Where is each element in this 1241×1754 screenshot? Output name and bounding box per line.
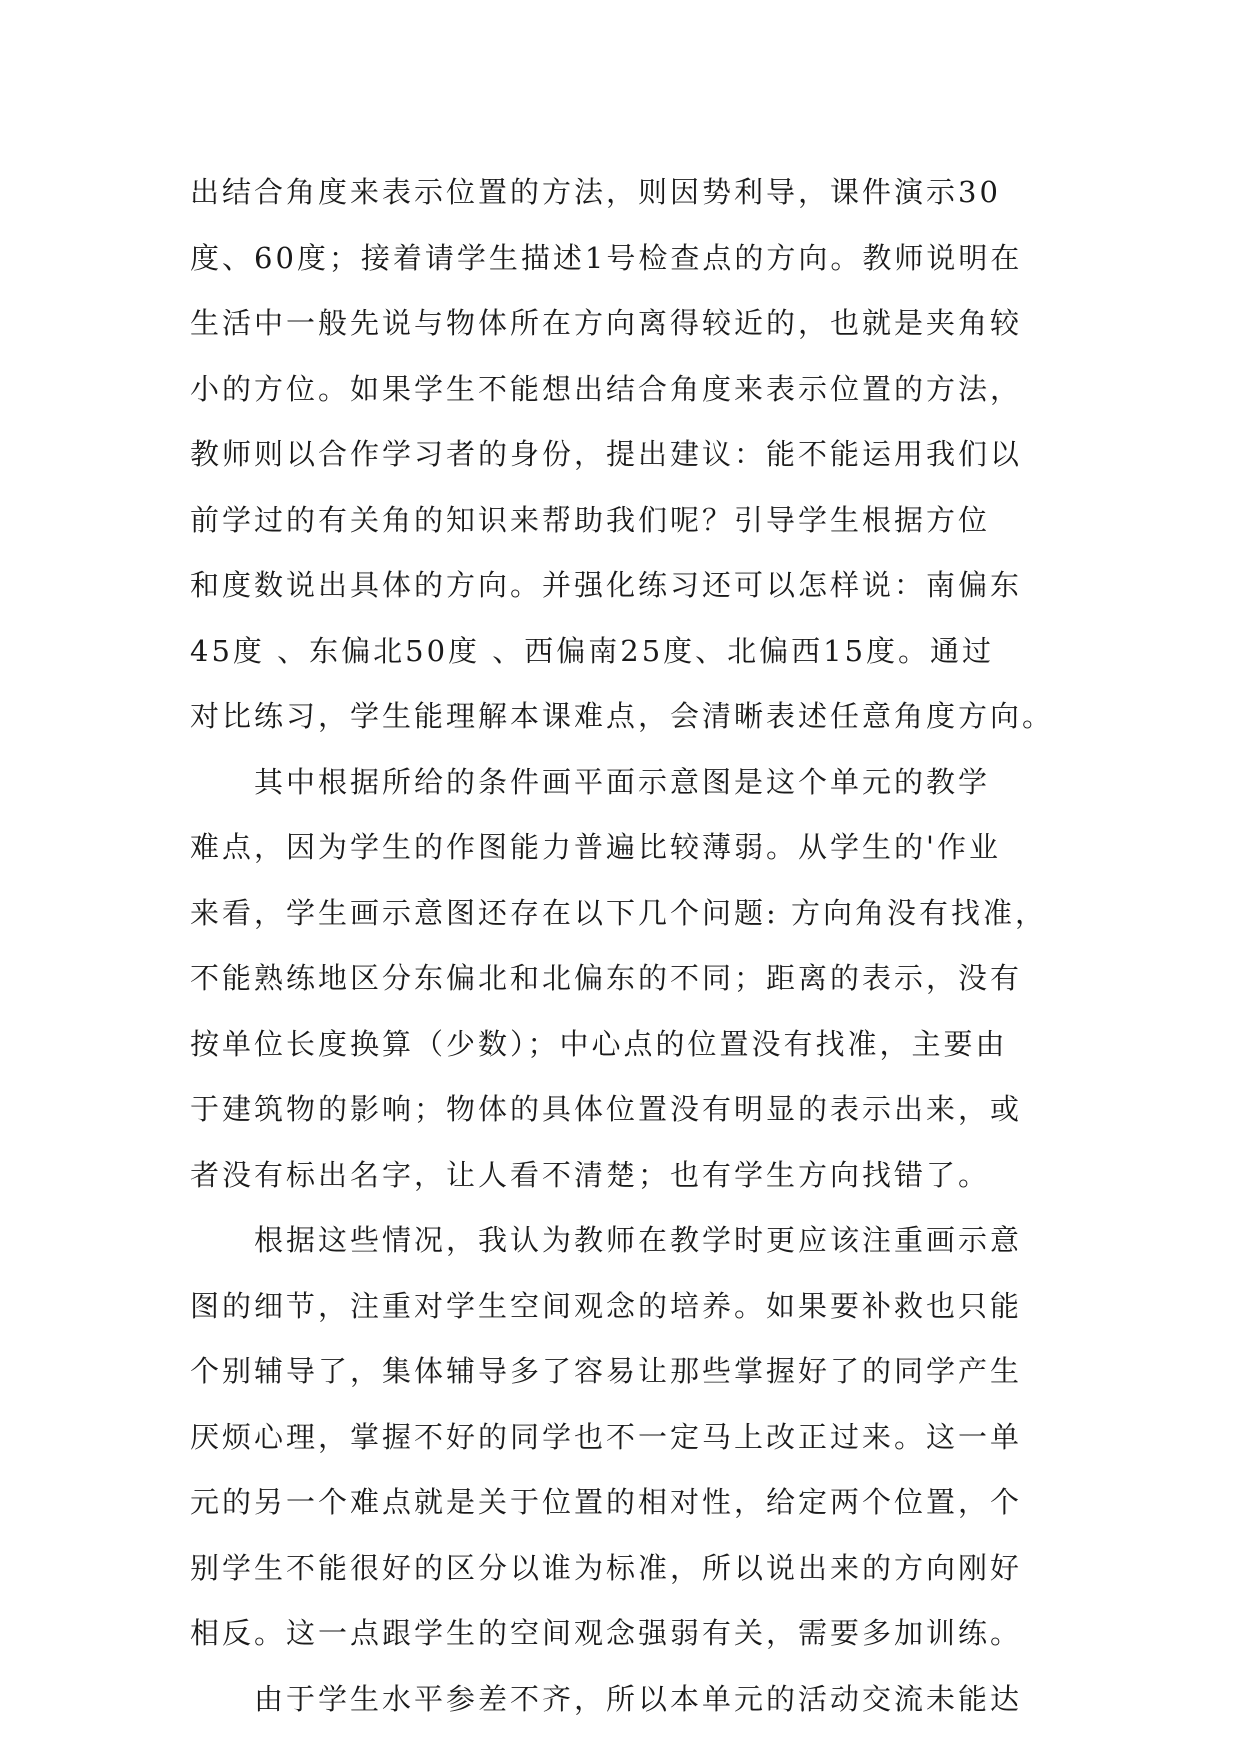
document-body [190,160,1070,1732]
text-line: 生活中一般先说与物体所在方向离得较近的，也就是夹角较 [190,306,1023,340]
text-line: 图的细节，注重对学生空间观念的培养。如果要补救也只能 [190,1288,1023,1323]
text-line: 教师则以合作学习者的身份，提出建议：能不能运用我们以 [190,437,1023,471]
text-line: 元的另一个难点就是关于位置的相对性，给定两个位置，个 [190,1485,1023,1519]
text-line: 别学生不能很好的区分以谁为标准，所以说出来的方向刚好 [190,1550,1023,1585]
text-line: 个别辅导了，集体辅导多了容易让那些掌握好了的同学产生 [190,1354,1023,1388]
text-line: 度、60度；接着请学生描述1号检查点的方向。教师说明在 [190,240,1023,275]
text-line: 对比练习，学生能理解本课难点，会清晰表述任意角度方向。 [190,699,1055,733]
paragraph-first-line: 由于学生水平参差不齐，所以本单元的活动交流未能达 [254,1681,1023,1716]
text-line: 前学过的有关角的知识来帮助我们呢？引导学生根据方位 [190,502,991,537]
text-line: 难点，因为学生的作图能力普遍比较薄弱。从学生的'作业 [190,830,1001,864]
text-line: 和度数说出具体的方向。并强化练习还可以怎样说：南偏东 [190,568,1023,602]
text-line: 厌烦心理，掌握不好的同学也不一定马上改正过来。这一单 [190,1419,1023,1454]
text-line: 45度 、东偏北50度 、西偏南25度、北偏西15度。通过 [190,633,995,668]
text-line: 于建筑物的影响；物体的具体位置没有明显的表示出来，或 [190,1092,1023,1126]
text-line: 相反。这一点跟学生的空间观念强弱有关，需要多加训练。 [190,1616,1023,1650]
paragraph-first-line: 根据这些情况，我认为教师在教学时更应该注重画示意 [254,1223,1023,1257]
text-line: 按单位长度换算（少数）；中心点的位置没有找准，主要由 [190,1026,1008,1061]
text-line: 不能熟练地区分东偏北和北偏东的不同；距离的表示，没有 [190,961,1023,995]
paragraph-first-line: 其中根据所给的条件画平面示意图是这个单元的教学 [254,764,991,799]
text-line: 来看，学生画示意图还存在以下几个问题: 方向角没有找准， [190,895,1047,930]
text-line: 小的方位。如果学生不能想出结合角度来表示位置的方法， [190,371,1023,406]
text-line: 者没有标出名字，让人看不清楚；也有学生方向找错了。 [190,1157,991,1192]
text-line: 出结合角度来表示位置的方法，则因势利导，课件演示30 [190,175,1001,209]
